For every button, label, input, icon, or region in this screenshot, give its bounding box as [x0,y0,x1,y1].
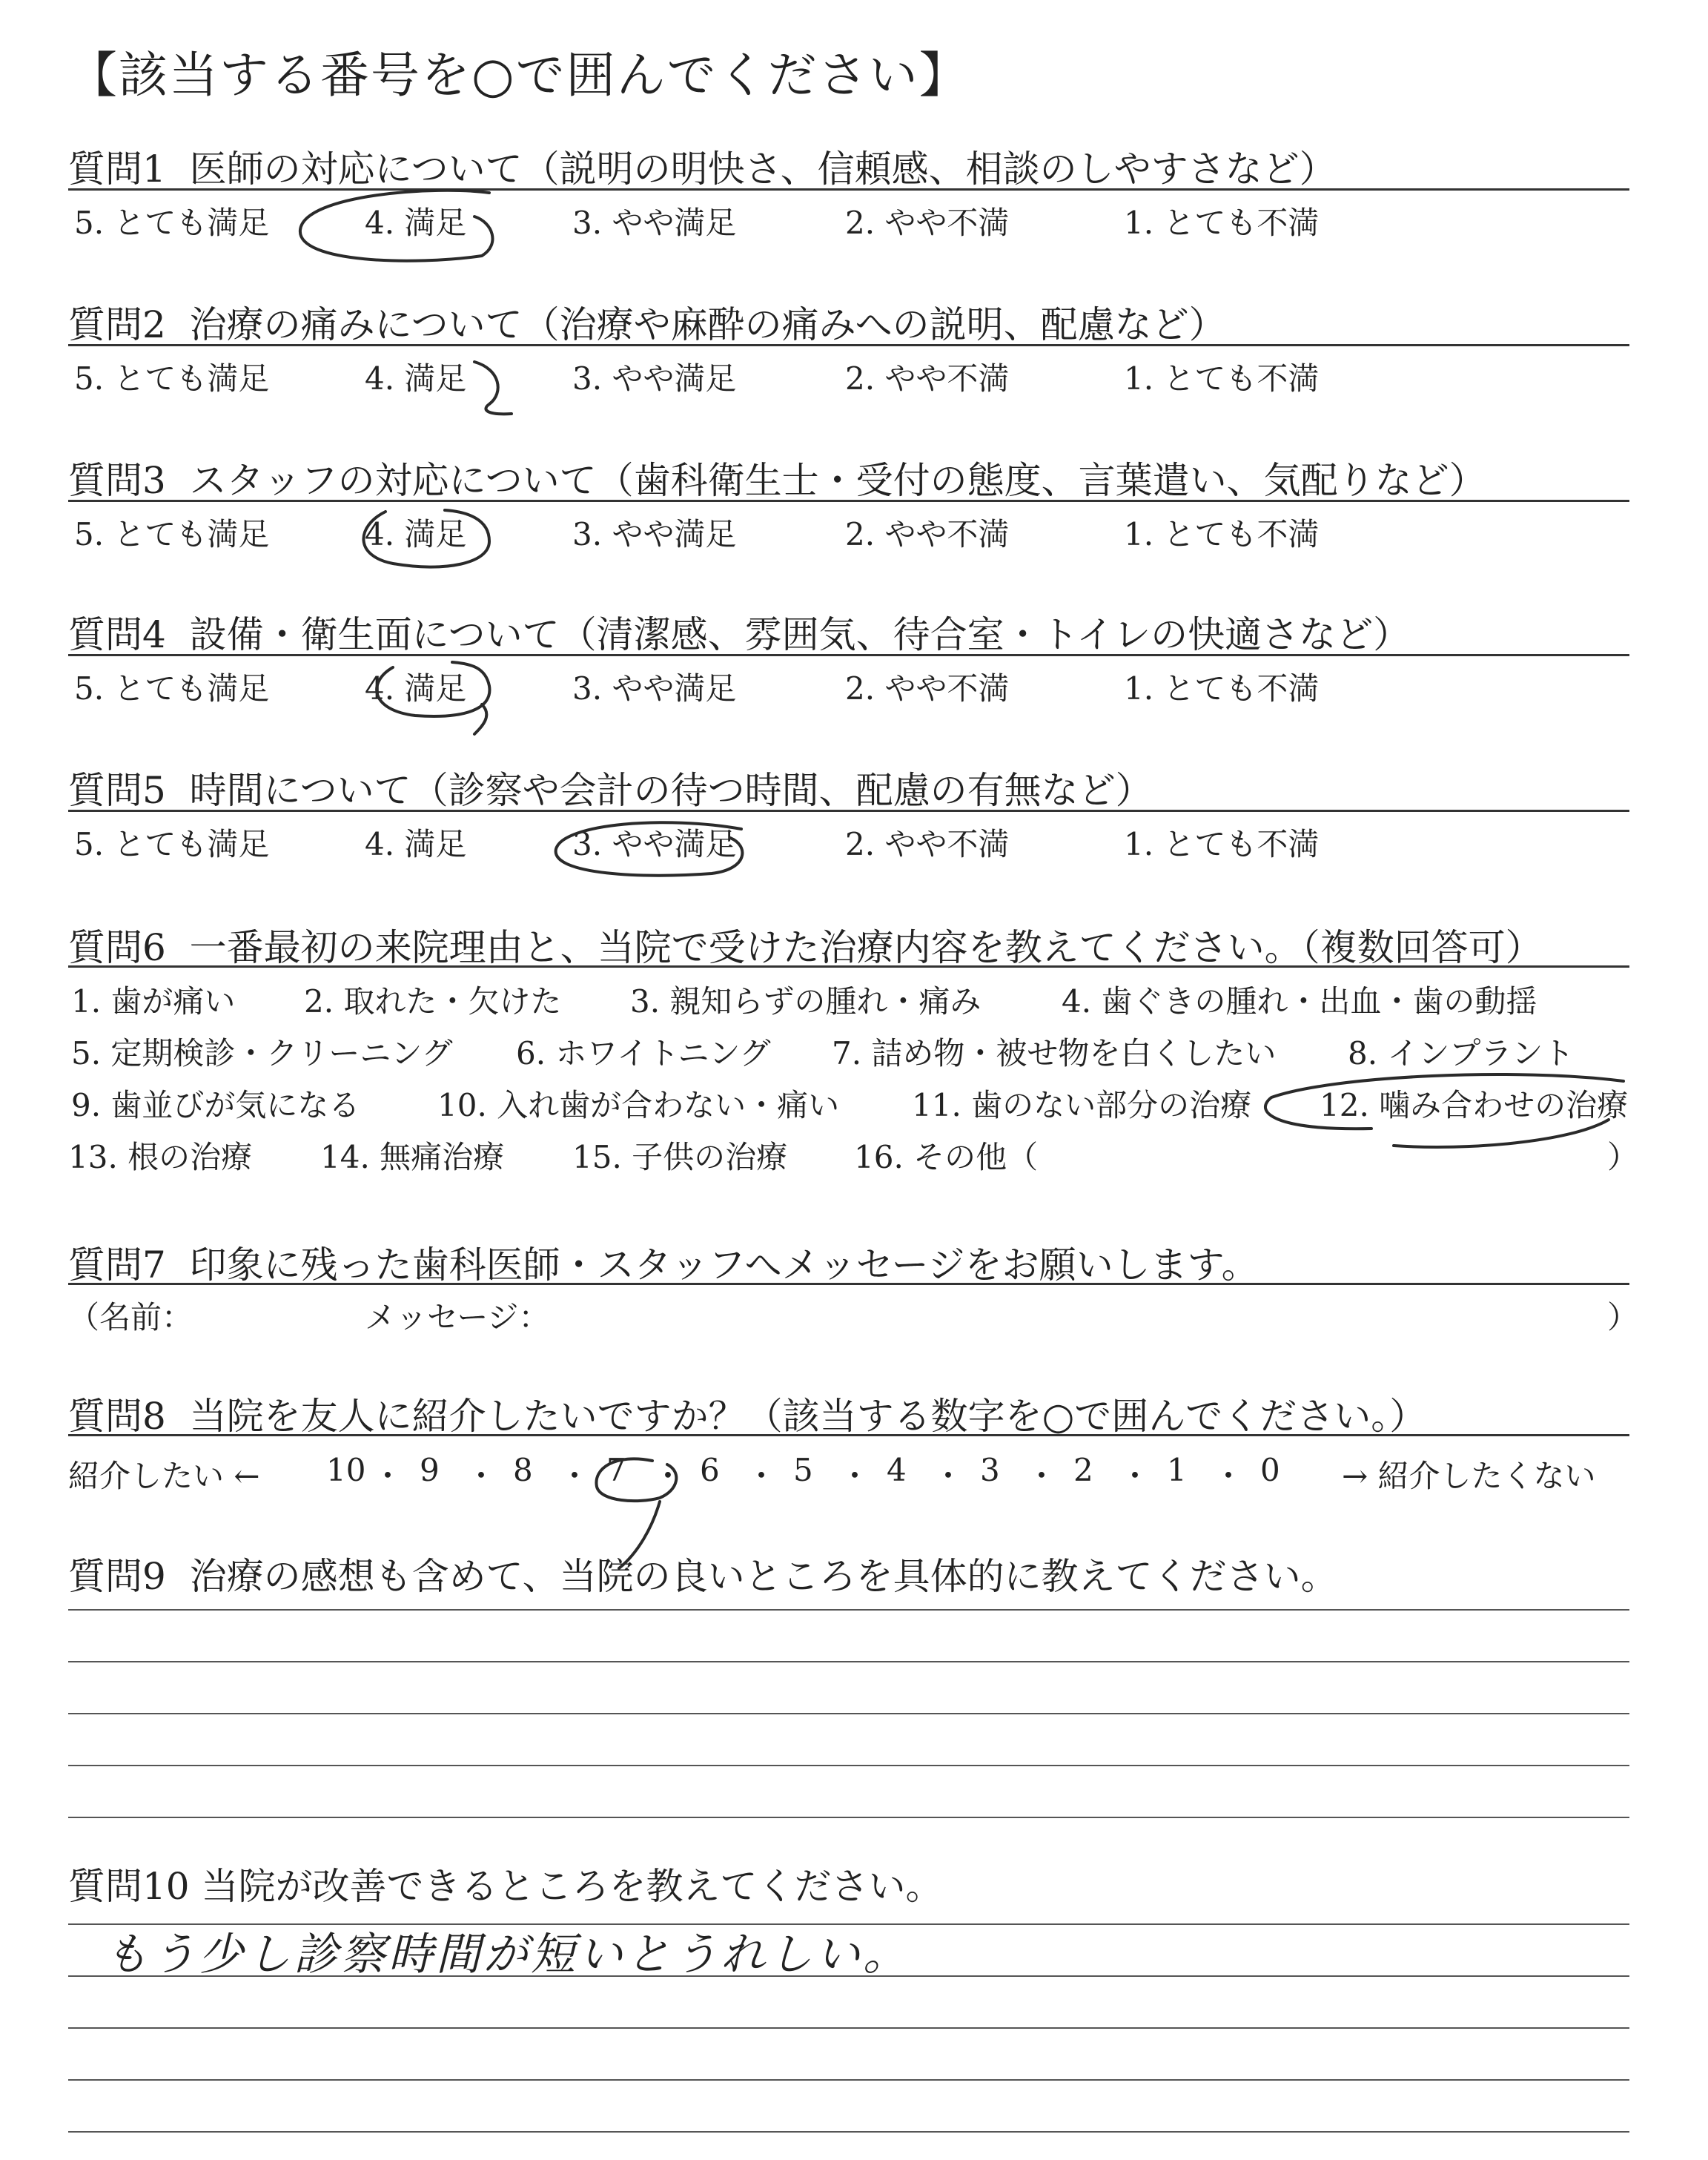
q8-rule [68,1434,1629,1436]
q4-text: 設備・衛生面について（清潔感、雰囲気、待合室・トイレの快適さなど） [189,613,1411,656]
q2-option-1[interactable]: 1. とても不満 [1124,360,1320,397]
q6-heading [68,918,1543,971]
q9-answer-line[interactable] [68,1661,1629,1662]
q2-circle-mark [474,362,512,414]
q9-heading [68,1547,1338,1600]
q1-option-4[interactable]: 4. 満足 [365,205,467,241]
q6-option-8[interactable]: 8. インプラント [1348,1035,1575,1071]
q4-option-1[interactable]: 1. とても不満 [1124,670,1320,707]
q4-heading [68,605,1410,658]
q8-score-10[interactable]: 10 [326,1452,366,1488]
q6-option-14[interactable]: 14. 無痛治療 [320,1139,505,1175]
q8-separator: ・ [839,1458,871,1494]
q8-right-label: → 紹介したくない [1342,1458,1596,1494]
q4-option-2[interactable]: 2. やや不満 [845,670,1010,707]
q8-score-8[interactable]: 8 [513,1452,533,1488]
q8-heading [68,1387,1426,1440]
q5-text: 時間について（診察や会計の待つ時間、配慮の有無など） [189,769,1153,812]
q1-option-2[interactable]: 2. やや不満 [845,205,1010,241]
q8-separator: ・ [746,1458,778,1494]
q4-option-3[interactable]: 3. やや満足 [572,670,737,707]
q4-option-5[interactable]: 5. とても満足 [74,670,270,707]
q5-option-4[interactable]: 4. 満足 [365,826,467,862]
q2-option-4[interactable]: 4. 満足 [365,360,467,397]
q9-answer-line[interactable] [68,1609,1629,1611]
q10-answer-line[interactable] [68,1975,1629,1977]
q3-option-3[interactable]: 3. やや満足 [572,516,737,552]
q6-text: 一番最初の来院理由と、当院で受けた治療内容を教えてください。（複数回答可） [189,926,1543,969]
q8-score-6[interactable]: 6 [700,1452,720,1488]
q8-score-9[interactable]: 9 [420,1452,440,1488]
q6-rule [68,965,1629,968]
q8-separator: ・ [1119,1458,1151,1494]
q5-label: 質問5 [68,769,166,812]
q6-option-12[interactable]: 12. 噛み合わせの治療 [1320,1087,1629,1123]
q7-name-label: （名前： [68,1299,193,1335]
q9-label: 質問9 [68,1555,166,1598]
q1-option-3[interactable]: 3. やや満足 [572,205,737,241]
q8-score-4[interactable]: 4 [887,1452,907,1488]
q6-option-15[interactable]: 15. 子供の治療 [572,1139,788,1175]
q9-answer-line[interactable] [68,1817,1629,1818]
q1-label: 質問1 [68,148,166,191]
q2-option-3[interactable]: 3. やや満足 [572,360,737,397]
q8-separator: ・ [1213,1458,1245,1494]
q7-text: 印象に残った歯科医師・スタッフへメッセージをお願いします。 [189,1244,1259,1287]
q3-rule [68,500,1629,502]
q8-separator: ・ [1026,1458,1058,1494]
q2-rule [68,344,1629,346]
q8-label: 質問8 [68,1395,166,1438]
q9-answer-line[interactable] [68,1713,1629,1714]
q5-rule [68,810,1629,812]
q9-answer-line[interactable] [68,1765,1629,1766]
q8-score-2[interactable]: 2 [1073,1452,1093,1488]
q10-label: 質問10 [68,1865,190,1908]
page-title: 【該当する番号を○で囲んでください】 [68,47,970,104]
q3-text: スタッフの対応について（歯科衛生士・受付の態度、言葉遣い、気配りなど） [189,459,1486,502]
q1-heading [68,139,1337,193]
q10-handwritten-answer: もう少し診察時間が短いとうれしい。 [104,1929,910,1981]
q8-score-1[interactable]: 1 [1167,1452,1187,1488]
q1-text: 医師の対応について（説明の明快さ、信頼感、相談のしやすさなど） [189,148,1337,191]
q8-score-7[interactable]: 7 [606,1452,626,1488]
q6-option-2[interactable]: 2. 取れた・欠けた [304,983,562,1020]
q8-separator: ・ [652,1458,684,1494]
q3-option-5[interactable]: 5. とても満足 [74,516,270,552]
q10-answer-line[interactable] [68,2131,1629,2133]
q5-option-2[interactable]: 2. やや不満 [845,826,1010,862]
q5-option-5[interactable]: 5. とても満足 [74,826,270,862]
q2-text: 治療の痛みについて（治療や麻酔の痛みへの説明、配慮など） [189,303,1226,346]
q6-option-4[interactable]: 4. 歯ぐきの腫れ・出血・歯の動揺 [1062,983,1537,1020]
q3-label: 質問3 [68,459,166,502]
q9-text: 治療の感想も含めて、当院の良いところを具体的に教えてください。 [189,1555,1338,1598]
q7-rule [68,1283,1629,1285]
q5-heading [68,761,1153,814]
q7-heading [68,1235,1259,1289]
q8-score-5[interactable]: 5 [793,1452,813,1488]
q1-option-1[interactable]: 1. とても不満 [1124,205,1320,241]
q8-separator: ・ [559,1458,591,1494]
q4-rule [68,654,1629,656]
q3-option-4[interactable]: 4. 満足 [365,516,467,552]
q8-text: 当院を友人に紹介したいですか？（該当する数字を○で囲んでください。） [189,1395,1427,1438]
q4-option-4[interactable]: 4. 満足 [365,670,467,707]
q6-option-5[interactable]: 5. 定期検診・クリーニング [71,1035,453,1071]
q3-option-2[interactable]: 2. やや不満 [845,516,1010,552]
q3-heading [68,451,1486,504]
q6-option-6[interactable]: 6. ホワイトニング [516,1035,771,1071]
q6-option-9[interactable]: 9. 歯並びが気になる [71,1087,360,1123]
q2-heading [68,295,1226,349]
q2-option-5[interactable]: 5. とても満足 [74,360,270,397]
q6-other-close: ） [1607,1139,1639,1175]
q2-label: 質問2 [68,303,166,346]
q8-separator: ・ [933,1458,964,1494]
q6-option-13[interactable]: 13. 根の治療 [68,1139,253,1175]
q7-close-paren: ） [1607,1299,1639,1335]
q8-left-label: 紹介したい ← [68,1458,260,1494]
q10-text: 当院が改善できるところを教えてください。 [201,1865,943,1908]
q2-option-2[interactable]: 2. やや不満 [845,360,1010,397]
q6-option-1[interactable]: 1. 歯が痛い [71,983,236,1020]
q1-option-5[interactable]: 5. とても満足 [74,205,270,241]
q6-option-10[interactable]: 10. 入れ歯が合わない・痛い [437,1087,840,1123]
q8-score-3[interactable]: 3 [980,1452,1000,1488]
q6-option-3[interactable]: 3. 親知らずの腫れ・痛み [630,983,982,1020]
q6-option-7[interactable]: 7. 詰め物・被せ物を白くしたい [832,1035,1277,1071]
q5-option-3[interactable]: 3. やや満足 [572,826,737,862]
q7-label: 質問7 [68,1244,166,1287]
q5-option-1[interactable]: 1. とても不満 [1124,826,1320,862]
q6-option-16-other[interactable]: 16. その他（ [854,1139,1039,1175]
q8-separator: ・ [372,1458,404,1494]
q10-answer-line[interactable] [68,2079,1629,2081]
q7-message-label: メッセージ： [365,1299,550,1335]
q10-heading [68,1857,943,1910]
q8-score-0[interactable]: 0 [1260,1452,1280,1488]
q10-answer-line[interactable] [68,2027,1629,2029]
q6-label: 質問6 [68,926,166,969]
q3-option-1[interactable]: 1. とても不満 [1124,516,1320,552]
q6-option-11[interactable]: 11. 歯のない部分の治療 [912,1087,1252,1123]
q8-separator: ・ [466,1458,497,1494]
q1-rule [68,188,1629,191]
q4-label: 質問4 [68,613,166,656]
